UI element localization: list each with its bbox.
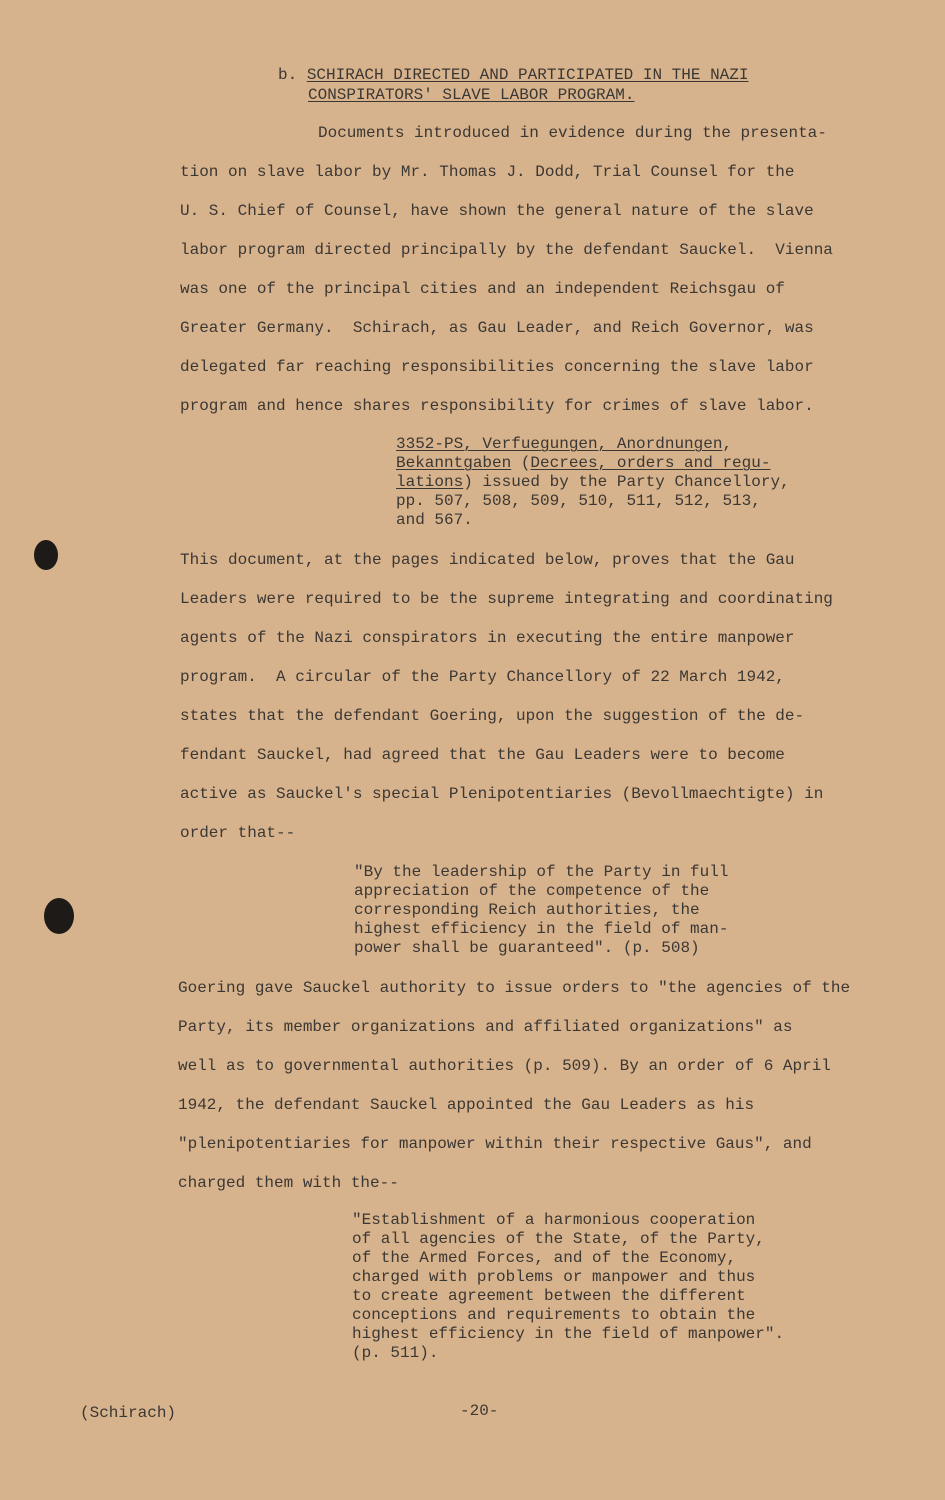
text-line: conceptions and requirements to obtain the <box>352 1306 756 1324</box>
text-line <box>396 454 770 472</box>
text-line: highest efficiency in the field of man- <box>354 920 729 938</box>
punch-hole <box>34 540 58 570</box>
text-line: This document, at the pages indicated below, proves that the Gau <box>180 551 795 569</box>
text-line: well as to governmental authorities (p. 509). By an order of 6 April <box>178 1057 831 1075</box>
text-line: program. A circular of the Party Chancellory of 22 March 1942, <box>180 668 785 686</box>
text-segment: lations <box>396 473 464 491</box>
punch-hole <box>44 898 74 934</box>
text-line: program and hence shares responsibility for crimes of slave labor. <box>180 397 814 415</box>
text-segment: ( <box>511 454 531 472</box>
text-line: corresponding Reich authorities, the <box>354 901 700 919</box>
text-line: of all agencies of the State, of the Party, <box>352 1230 765 1248</box>
footer-label: (Schirach) <box>80 1404 177 1422</box>
heading-line-1: SCHIRACH DIRECTED AND PARTICIPATED IN THE NAZI <box>306 66 749 84</box>
text-line: agents of the Nazi conspirators in executing the entire manpower <box>180 629 795 647</box>
text-line: fendant Sauckel, had agreed that the Gau Leaders were to become <box>180 746 785 764</box>
text-line: Party, its member organizations and affiliated organizations" as <box>178 1018 793 1036</box>
text-line <box>396 473 790 491</box>
text-line: "Establishment of a harmonious cooperation <box>352 1211 756 1229</box>
text-line: of the Armed Forces, and of the Economy, <box>352 1249 737 1267</box>
text-segment: 3352-PS, Verfuegungen, Anordnungen <box>396 435 723 453</box>
text-line: "plenipotentiaries for manpower within their respective Gaus", and <box>178 1135 812 1153</box>
heading-line-2: CONSPIRATORS' SLAVE LABOR PROGRAM. <box>308 86 635 104</box>
text-line <box>396 492 761 510</box>
text-line: delegated far reaching responsibilities concerning the slave labor <box>180 358 814 376</box>
section-heading <box>278 66 748 84</box>
text-segment: Decrees, orders and regu- <box>530 454 771 472</box>
text-line: states that the defendant Goering, upon the suggestion of the de- <box>180 707 805 725</box>
text-line: charged them with the-- <box>178 1174 399 1192</box>
text-line <box>396 511 473 529</box>
text-line: U. S. Chief of Counsel, have shown the general nature of the slave <box>180 202 814 220</box>
text-segment: Bekanntgaben <box>396 454 512 472</box>
text-line: active as Sauckel's special Plenipotentiaries (Bevollmaechtigte) in <box>180 785 824 803</box>
heading-prefix: b. <box>278 66 307 84</box>
text-line: order that-- <box>180 824 296 842</box>
text-line: tion on slave labor by Mr. Thomas J. Dodd, Trial Counsel for the <box>180 163 795 181</box>
text-line: charged with problems or manpower and thus <box>352 1268 756 1286</box>
text-line: power shall be guaranteed". (p. 508) <box>354 939 700 957</box>
text-line: was one of the principal cities and an independent Reichsgau of <box>180 280 785 298</box>
text-line: Greater Germany. Schirach, as Gau Leader, and Reich Governor, was <box>180 319 814 337</box>
text-line: Goering gave Sauckel authority to issue orders to "the agencies of the <box>178 979 851 997</box>
text-line: labor program directed principally by the defendant Sauckel. Vienna <box>180 241 833 259</box>
text-line: appreciation of the competence of the <box>354 882 710 900</box>
text-line: highest efficiency in the field of manpower". <box>352 1325 785 1343</box>
text-line: 1942, the defendant Sauckel appointed the Gau Leaders as his <box>178 1096 755 1114</box>
text-line: Documents introduced in evidence during the presenta- <box>318 124 827 142</box>
text-line: (p. 511). <box>352 1344 439 1362</box>
text-line: "By the leadership of the Party in full <box>354 863 729 881</box>
text-segment: ) issued by the Party Chancellory, <box>463 473 790 491</box>
text-line: Leaders were required to be the supreme integrating and coordinating <box>180 590 833 608</box>
text-line: to create agreement between the different <box>352 1287 746 1305</box>
text-segment: , <box>722 435 733 453</box>
page-number: -20- <box>460 1402 499 1420</box>
text-segment: pp. 507, 508, 509, 510, 511, 512, 513, <box>396 492 761 510</box>
text-segment: and 567. <box>396 511 473 529</box>
text-line <box>396 435 732 453</box>
